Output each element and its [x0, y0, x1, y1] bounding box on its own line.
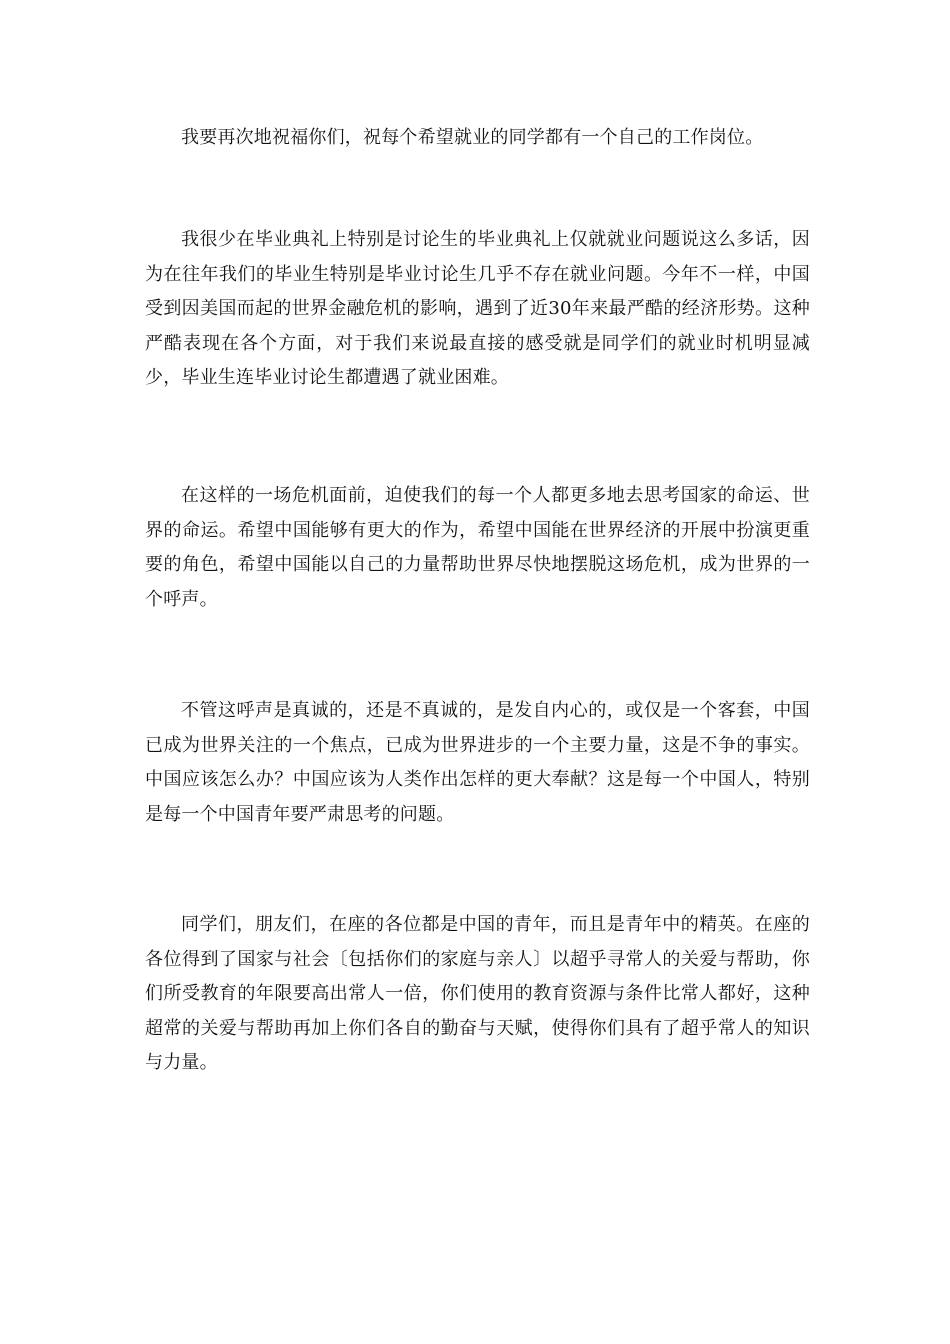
- paragraph-3: 在这样的一场危机面前，迫使我们的每一个人都更多地去思考国家的命运、世界的命运。希望中国能够有更大的作为，希望中国能在世界经济的开展中扮演更重要的角色，希望中国能以自己的力量帮助世界尽快地摆脱这场危机，成为世界的一个呼声。: [145, 485, 810, 610]
- paragraph-1: 我要再次地祝福你们，祝每个希望就业的同学都有一个自己的工作岗位。: [181, 127, 764, 148]
- paragraph-5: 同学们，朋友们，在座的各位都是中国的青年，而且是青年中的精英。在座的各位得到了国家与社会〔包括你们的家庭与亲人〕以超乎寻常人的关爱与帮助，你们所受教育的年限要高出常人一倍，你们使用的教育资源与条件比常人都好，这种超常的关爱与帮助再加上你们各自的勤奋与天赋，使得你们具有了超乎常人的知识与力量。: [145, 914, 810, 1074]
- paragraph-4: 不管这呼声是真诚的，还是不真诚的，是发自内心的，或仅是一个客套，中国已成为世界关注的一个焦点，已成为世界进步的一个主要力量，这是不争的事实。中国应该怎么办？中国应该为人类作出怎样的更大奉献？这是每一个中国人，特别是每一个中国青年要严肃思考的问题。: [145, 700, 810, 825]
- paragraph-2: 我很少在毕业典礼上特别是讨论生的毕业典礼上仅就就业问题说这么多话，因为在往年我们的毕业生特别是毕业讨论生几乎不存在就业问题。今年不一样，中国受到因美国而起的世界金融危机的影响，遇到了近30年来最严酷的经济形势。这种严酷表现在各个方面，对于我们来说最直接的感受就是同学们的就业时机明显减少，毕业生连毕业讨论生都遭遇了就业困难。: [145, 229, 810, 389]
